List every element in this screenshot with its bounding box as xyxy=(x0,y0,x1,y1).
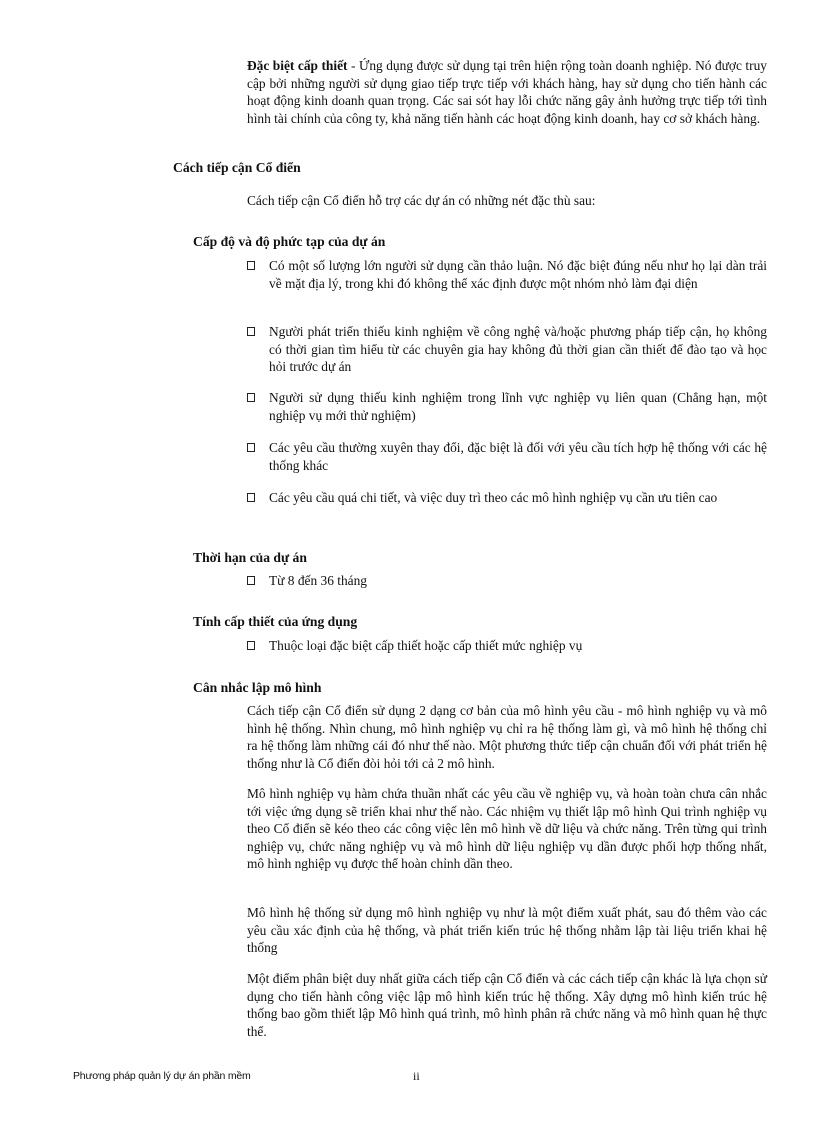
list-item xyxy=(247,572,767,590)
section-title: Cách tiếp cận Cổ điển xyxy=(173,160,301,175)
list-item-text: Có một số lượng lớn người sử dụng cần thảo luận. Nó đặc biệt đúng nếu như họ lại dàn trải về mặt địa lý, trong khi đó không thể xác định được một nhóm nhỏ làm đại diện xyxy=(269,258,767,291)
intro-paragraph xyxy=(247,57,767,127)
list-item xyxy=(247,323,767,376)
checkbox-bullet-icon xyxy=(247,576,255,585)
urgency-heading: Tính cấp thiết của ứng dụng xyxy=(193,614,358,629)
checkbox-bullet-icon xyxy=(247,443,255,452)
list-item-text: Người sử dụng thiếu kinh nghiệm trong lĩnh vực nghiệp vụ liên quan (Chẳng hạn, một nghiệp vụ mới thử nghiệm) xyxy=(269,390,767,423)
modeling-paragraph-2: Mô hình nghiệp vụ hàm chứa thuần nhất các yêu cầu về nghiệp vụ, và hoàn toàn chưa cân nhắc tới việc ứng dụng sẽ triển khai như thế nào. Các nhiệm vụ thiết lập mô hình Qui trình nghiệp vụ theo Cổ điển sẽ kéo theo các công việc lên mô hình về dữ liệu và chức năng. Trên từng qui trình nghiệp vụ, chức năng nghiệp vụ và mô hình dữ liệu nghiệp vụ dần được phối hợp thống nhất, mô hình nghiệp vụ được thể hoàn chỉnh dần theo. xyxy=(247,786,767,871)
intro-text: - Ứng dụng được sử dụng tại trên hiện rộng toàn doanh nghiệp. Nó được truy cập bởi những người sử dụng giao tiếp trực tiếp với khách hàng, hay sử dụng cho tiến hành các hoạt động kinh doanh quan trọng. Các sai sót hay lỗi chức năng gây ảnh hưởng trực tiếp tới tình hình tài chính của công ty, khả năng tiến hành các hoạt động kinh doanh, hay cơ sở khách hàng. xyxy=(247,58,767,126)
list-item-text: Thuộc loại đặc biệt cấp thiết hoặc cấp thiết mức nghiệp vụ xyxy=(269,638,583,653)
checkbox-bullet-icon xyxy=(247,493,255,502)
duration-heading: Thời hạn của dự án xyxy=(193,550,307,565)
list-item-text: Từ 8 đến 36 tháng xyxy=(269,573,367,588)
modeling-paragraph-3: Mô hình hệ thống sử dụng mô hình nghiệp vụ như là một điểm xuất phát, sau đó thêm vào các yêu cầu xác định của hệ thống, và phát triển kiến trúc hệ thống nhằm lập tài liệu triển khai hệ thống xyxy=(247,905,767,955)
section-intro: Cách tiếp cận Cổ điển hỗ trợ các dự án có những nét đặc thù sau: xyxy=(247,193,596,208)
modeling-heading: Cân nhắc lập mô hình xyxy=(193,680,322,695)
list-item xyxy=(247,489,767,507)
footer-title: Phương pháp quản lý dự án phần mềm xyxy=(73,1070,251,1082)
scale-heading: Cấp độ và độ phức tạp của dự án xyxy=(193,234,386,249)
list-item xyxy=(247,439,767,474)
list-item-text: Các yêu cầu thường xuyên thay đổi, đặc biệt là đối với yêu cầu tích hợp hệ thống với các hệ thống khác xyxy=(269,440,767,473)
checkbox-bullet-icon xyxy=(247,261,255,270)
list-item xyxy=(247,389,767,424)
list-item xyxy=(247,637,767,655)
list-item-text: Các yêu cầu quá chi tiết, và việc duy trì theo các mô hình nghiệp vụ cần ưu tiên cao xyxy=(269,490,718,505)
checkbox-bullet-icon xyxy=(247,641,255,650)
list-item-text: Người phát triển thiếu kinh nghiệm về công nghệ và/hoặc phương pháp tiếp cận, họ không có thời gian tìm hiểu từ các chuyên gia hay không đủ thời gian cần thiết để đào tạo và học hỏi trước dự án xyxy=(269,324,767,374)
list-item xyxy=(247,257,767,292)
checkbox-bullet-icon xyxy=(247,393,255,402)
modeling-paragraph-4: Một điểm phân biệt duy nhất giữa cách tiếp cận Cổ điển và các cách tiếp cận khác là lựa chọn sử dụng cho tiến hành công việc lập mô hình kiến trúc hệ thống. Xây dựng mô hình kiến trúc hệ thống bao gồm thiết lập Mô hình quá trình, mô hình phân rã chức năng và mô hình quan hệ thực thể. xyxy=(247,971,767,1039)
checkbox-bullet-icon xyxy=(247,327,255,336)
intro-term: Đặc biệt cấp thiết xyxy=(247,58,348,73)
modeling-paragraph-1: Cách tiếp cận Cổ điển sử dụng 2 dạng cơ bản của mô hình yêu cầu - mô hình nghiệp vụ và mô hình hệ thống. Nhìn chung, mô hình nghiệp vụ chỉ ra hệ thống làm gì, và mô hình hệ thống chỉ ra hệ thống làm những cái đó như thế nào. Một phương thức tiếp cận chuẩn đối với phát triển hệ thống như là Cổ điển đòi hỏi tới cả 2 mô hình. xyxy=(247,703,767,771)
page-number: ii xyxy=(413,1069,420,1083)
